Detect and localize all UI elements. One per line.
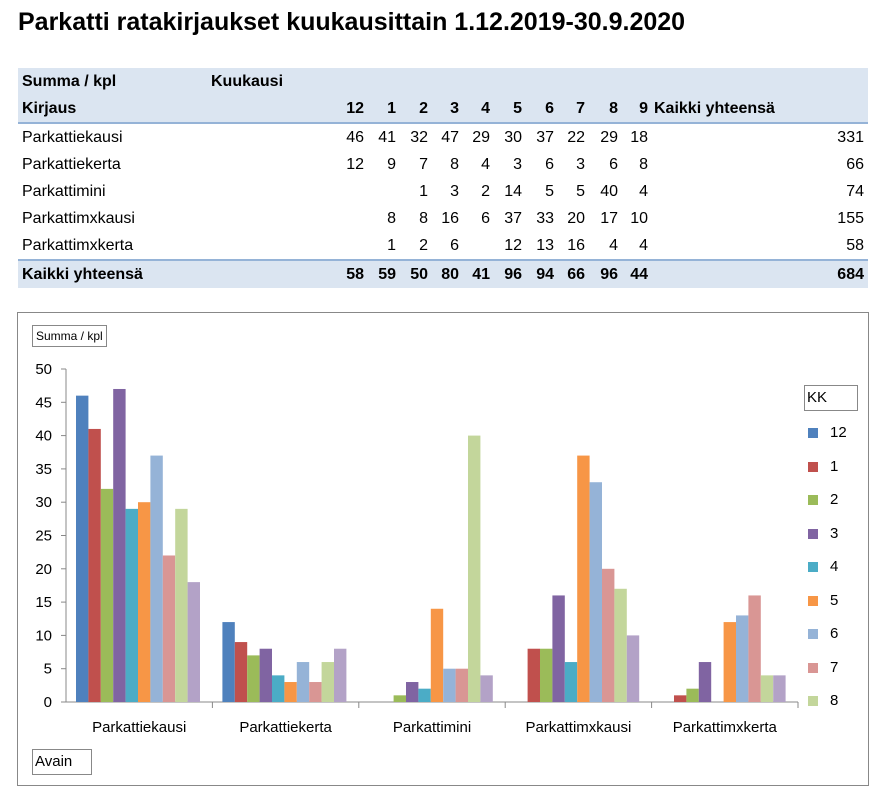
value-cell: 6 (545, 156, 554, 173)
bar-3-Parkattimxkerta (699, 662, 711, 702)
axis-field-button[interactable]: Avain (32, 749, 92, 775)
page-title: Parkatti ratakirjaukset kuukausittain 1.12.2019-30.9.2020 (18, 8, 686, 36)
value-cell: 2 (481, 183, 490, 200)
pivot-row (18, 151, 868, 178)
grand-total-cell: 66 (567, 266, 585, 283)
y-tick-label: 5 (43, 660, 52, 678)
value-cell: 32 (410, 129, 428, 146)
row-label: Parkattiekerta (22, 156, 121, 173)
grand-total-cell: 59 (378, 266, 396, 283)
bar-2-Parkattimxkerta (686, 689, 698, 702)
value-cell: 14 (504, 183, 522, 200)
legend-swatch (808, 529, 818, 539)
y-tick-label: 10 (35, 627, 52, 645)
y-tick-label: 15 (35, 594, 52, 612)
chart-plot (18, 313, 868, 785)
value-cell: 33 (536, 210, 554, 227)
bar-5-Parkattiekerta (284, 682, 296, 702)
legend-item (808, 557, 866, 591)
row-label: Parkattimxkerta (22, 237, 134, 254)
legend-label: 7 (830, 658, 839, 676)
bar-7-Parkattimini (456, 669, 468, 702)
month-header: 4 (481, 100, 490, 117)
value-cell: 3 (450, 183, 459, 200)
value-cell: 8 (419, 210, 428, 227)
grand-total-value: 684 (837, 266, 864, 283)
grand-total-cell: 94 (536, 266, 554, 283)
pivot-header (18, 68, 868, 122)
bar-9-Parkattimxkausi (627, 635, 639, 702)
value-cell: 12 (346, 156, 364, 173)
bar-8-Parkattiekerta (322, 662, 334, 702)
value-cell: 41 (378, 129, 396, 146)
bar-4-Parkattimxkausi (565, 662, 577, 702)
legend-item (808, 490, 866, 524)
pivot-row (18, 178, 868, 205)
pivot-row (18, 124, 868, 151)
legend-item (808, 658, 866, 692)
value-cell: 47 (441, 129, 459, 146)
pivot-row-field[interactable]: Kirjaus (22, 100, 77, 117)
value-cell: 17 (600, 210, 618, 227)
legend-item (808, 423, 866, 457)
value-cell: 37 (536, 129, 554, 146)
month-header: 7 (576, 100, 585, 117)
month-header: 8 (609, 100, 618, 117)
bar-2-Parkattiekerta (247, 655, 259, 702)
legend-swatch (808, 663, 818, 673)
value-cell: 7 (419, 156, 428, 173)
bar-12-Parkattiekerta (222, 622, 234, 702)
bar-4-Parkattimini (418, 689, 430, 702)
grand-total-cell: 58 (346, 266, 364, 283)
grand-total-cell: 44 (630, 266, 648, 283)
y-tick-label: 25 (35, 527, 52, 545)
row-label: Parkattiekausi (22, 129, 123, 146)
legend-swatch (808, 596, 818, 606)
pivot-row (18, 232, 868, 259)
bar-2-Parkattimini (394, 695, 406, 702)
row-total: 331 (837, 129, 864, 146)
row-label: Parkattimxkausi (22, 210, 135, 227)
bar-1-Parkattimxkerta (674, 695, 686, 702)
bar-3-Parkattiekerta (260, 649, 272, 702)
bar-7-Parkattimxkausi (602, 569, 614, 702)
bar-8-Parkattiekausi (175, 509, 187, 702)
value-cell: 1 (387, 237, 396, 254)
row-total: 74 (846, 183, 864, 200)
value-cell: 29 (472, 129, 490, 146)
grand-total-label: Kaikki yhteensä (22, 266, 143, 283)
pivot-grand-total-row (18, 259, 868, 288)
legend-label: 12 (830, 424, 847, 441)
y-tick-label: 35 (35, 460, 52, 478)
pivot-body (18, 122, 868, 259)
bar-7-Parkattiekerta (309, 682, 321, 702)
legend-swatch (808, 462, 818, 472)
value-cell: 18 (630, 129, 648, 146)
value-cell: 8 (639, 156, 648, 173)
value-cell: 29 (600, 129, 618, 146)
legend-item (808, 691, 866, 725)
pivot-row (18, 205, 868, 232)
pivot-corner-label[interactable]: Summa / kpl (22, 73, 117, 90)
value-cell: 40 (600, 183, 618, 200)
value-cell: 5 (545, 183, 554, 200)
value-cell: 46 (346, 129, 364, 146)
legend-swatch (808, 629, 818, 639)
bar-5-Parkattimxkerta (724, 622, 736, 702)
chart-legend (808, 423, 866, 725)
value-cell: 20 (567, 210, 585, 227)
y-tick-label: 45 (35, 394, 52, 412)
value-cell: 6 (450, 237, 459, 254)
pivot-header-row-1 (18, 68, 868, 95)
legend-label: 2 (830, 491, 839, 508)
bar-9-Parkattiekausi (188, 582, 200, 702)
row-total: 66 (846, 156, 864, 173)
pivot-chart[interactable] (17, 312, 869, 786)
month-header: 2 (419, 100, 428, 117)
value-cell: 16 (441, 210, 459, 227)
value-cell: 8 (450, 156, 459, 173)
value-cell: 3 (576, 156, 585, 173)
bar-5-Parkattimxkausi (577, 456, 589, 702)
value-cell: 4 (639, 183, 648, 200)
bar-7-Parkattiekausi (163, 555, 175, 702)
bar-8-Parkattimxkausi (614, 589, 626, 702)
y-tick-label: 20 (35, 560, 52, 578)
value-cell: 22 (567, 129, 585, 146)
value-cell: 8 (387, 210, 396, 227)
value-cell: 6 (481, 210, 490, 227)
value-cell: 37 (504, 210, 522, 227)
value-cell: 4 (609, 237, 618, 254)
grand-total-cell: 50 (410, 266, 428, 283)
value-cell: 4 (481, 156, 490, 173)
legend-swatch (808, 428, 818, 438)
bar-1-Parkattiekerta (235, 642, 247, 702)
bar-7-Parkattimxkerta (748, 595, 760, 702)
legend-title[interactable]: KK (804, 385, 858, 411)
value-cell: 6 (609, 156, 618, 173)
bar-6-Parkattiekerta (297, 662, 309, 702)
value-cell: 13 (536, 237, 554, 254)
grand-total-cell: 96 (504, 266, 522, 283)
x-tick-label: Parkattiekerta (239, 719, 332, 736)
x-tick-label: Parkattimxkerta (672, 719, 777, 736)
bar-6-Parkattimini (443, 669, 455, 702)
legend-item (808, 591, 866, 625)
legend-item (808, 457, 866, 491)
bar-12-Parkattiekausi (76, 396, 88, 702)
row-label: Parkattimini (22, 183, 106, 200)
grand-total-cell: 80 (441, 266, 459, 283)
pivot-header-row-2 (18, 95, 868, 122)
legend-label: 1 (830, 457, 839, 475)
value-cell: 30 (504, 129, 522, 146)
month-header: 5 (513, 100, 522, 117)
bar-8-Parkattimini (468, 436, 480, 702)
x-tick-label: Parkattiekausi (92, 719, 187, 736)
bar-4-Parkattiekausi (126, 509, 138, 702)
bar-9-Parkattimxkerta (773, 675, 785, 702)
bar-5-Parkattimini (431, 609, 443, 702)
bar-6-Parkattimxkausi (590, 482, 602, 702)
x-tick-label: Parkattimxkausi (525, 719, 632, 736)
bar-4-Parkattiekerta (272, 675, 284, 702)
bar-2-Parkattimxkausi (540, 649, 552, 702)
value-cell: 1 (419, 183, 428, 200)
value-cell: 16 (567, 237, 585, 254)
legend-label: 3 (830, 524, 839, 542)
row-total: 58 (846, 237, 864, 254)
legend-swatch (808, 495, 818, 505)
total-header: Kaikki yhteensä (654, 100, 775, 117)
bar-2-Parkattiekausi (101, 489, 113, 702)
value-field-button[interactable]: Summa / kpl (32, 325, 107, 347)
month-header: 9 (639, 100, 648, 117)
bar-6-Parkattimxkerta (736, 615, 748, 702)
y-tick-label: 50 (35, 361, 52, 378)
bar-8-Parkattimxkerta (761, 675, 773, 702)
bar-3-Parkattiekausi (113, 389, 125, 702)
bar-9-Parkattiekerta (334, 649, 346, 702)
row-total: 155 (837, 210, 864, 227)
value-cell: 5 (576, 183, 585, 200)
legend-item (808, 524, 866, 558)
month-header: 12 (346, 100, 364, 117)
x-tick-label: Parkattimini (392, 719, 472, 736)
bar-3-Parkattimxkausi (552, 595, 564, 702)
y-tick-label: 30 (35, 494, 52, 512)
value-cell: 12 (504, 237, 522, 254)
legend-swatch (808, 696, 818, 706)
value-cell: 9 (387, 156, 396, 173)
legend-label: 5 (830, 591, 839, 609)
legend-label: 4 (830, 558, 839, 575)
month-header: 1 (387, 100, 396, 117)
value-cell: 2 (419, 237, 428, 254)
month-header: 6 (545, 100, 554, 117)
bar-5-Parkattiekausi (138, 502, 150, 702)
value-cell: 10 (630, 210, 648, 227)
y-tick-label: 0 (43, 694, 52, 711)
bar-1-Parkattiekausi (88, 429, 100, 702)
bar-1-Parkattimxkausi (528, 649, 540, 702)
pivot-column-field[interactable]: Kuukausi (211, 73, 284, 90)
bar-3-Parkattimini (406, 682, 418, 702)
month-header: 3 (450, 100, 459, 117)
pivot-table (18, 68, 868, 288)
bar-6-Parkattiekausi (150, 456, 162, 702)
legend-label: 6 (830, 625, 839, 642)
value-cell: 4 (639, 237, 648, 254)
value-cell: 3 (513, 156, 522, 173)
grand-total-cell: 41 (472, 266, 490, 283)
bar-9-Parkattimini (480, 675, 492, 702)
grand-total-cell: 96 (600, 266, 618, 283)
legend-label: 8 (830, 692, 839, 709)
legend-swatch (808, 562, 818, 572)
legend-item (808, 624, 866, 658)
y-tick-label: 40 (35, 427, 52, 445)
